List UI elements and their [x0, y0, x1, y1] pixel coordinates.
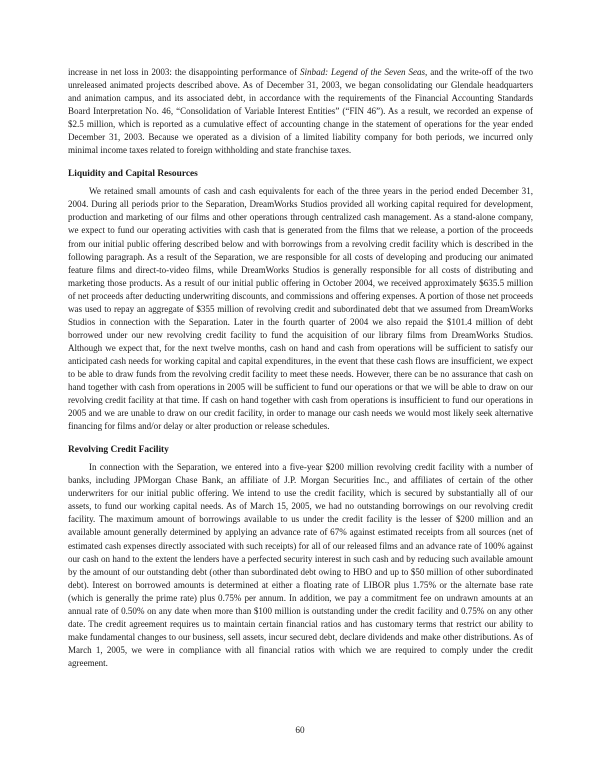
paragraph-net-loss-continuation	[68, 66, 533, 157]
section-heading-revolving-credit: Revolving Credit Facility	[68, 445, 169, 456]
film-title: Sinbad: Legend of the Seven Seas,	[300, 67, 428, 77]
document-page	[68, 66, 533, 670]
page-number: 60	[295, 725, 305, 735]
paragraph-text: increase in net loss in 2003: the disappointing performance of	[68, 67, 300, 77]
paragraph-liquidity: We retained small amounts of cash and cash equivalents for each of the three years in the period ended December 31, 2004. During all periods prior to the Separation, DreamWorks Studios provided all working capital required for development, production and marketing of our films and other operations through centralized cash management. As a stand-alone company, we expect to fund our operating activities with cash that is generated from the films that we release, a portion of the proceeds from our initial public offering described below and with borrowings from a revolving credit facility which is described in the following paragraph. As a result of the Separation, we are responsible for all costs of developing and producing our animated feature films and direct-to-video films, while DreamWorks Studios is generally responsible for all costs of distributing and marketing those products. As a result of our initial public offering in October 2004, we received approximately $635.5 million of net proceeds after deducting underwriting discounts, and commissions and offering expenses. A portion of those net proceeds was used to repay an aggregate of $355 million of revolving credit and subordinated debt that we assumed from DreamWorks Studios in connection with the Separation. Later in the fourth quarter of 2004 we also repaid the $101.4 million of debt borrowed under our new revolving credit facility to fund the acquisition of our library films from DreamWorks Studios. Although we expect that, for the next twelve months, cash on hand and cash from operations will be sufficient to satisfy our anticipated cash needs for working capital and capital expenditures, in the event that these cash flows are insufficient, we expect to be able to draw funds from the revolving credit facility to meet these needs. However, there can be no assurance that cash on hand together with cash from operations in 2005 will be sufficient to fund our operations or that we will be able to draw on our revolving credit facility at that time. If cash on hand together with cash from operations is insufficient to fund our operations in 2005 and we are unable to draw on our credit facility, in order to manage our cash needs we would most likely seek alternative financing for films and/or delay or alter production or release schedules.	[68, 186, 533, 432]
paragraph-text: and the write-off of the two unreleased animated projects described above. As of December 31, 2003, we began consolidating our Glendale headquarters and animation campus, and its associated debt, in accordance with the requirements of the Financial Accounting Standards Board Interpretation No. 46, “Consolidation of Variable Interest Entities” (“FIN 46”). As a result, we recorded an expense of $2.5 million, which is reported as a cumulative effect of accounting change in the statement of operations for the year ended December 31, 2003. Because we operated as a division of a limited liability company for both periods, we incurred only minimal income taxes related to foreign withholding and state franchise taxes.	[68, 67, 533, 156]
paragraph-revolving-credit: In connection with the Separation, we entered into a five-year $200 million revolving credit facility with a number of banks, including JPMorgan Chase Bank, an affiliate of J.P. Morgan Securities Inc., and affiliates of certain of the other underwriters for our initial public offering. We intend to use the credit facility, which is secured by substantially all of our assets, to fund our working capital needs. As of March 15, 2005, we had no outstanding borrowings on our revolving credit facility. The maximum amount of borrowings available to us under the credit facility is the lesser of $200 million and an available amount generally determined by applying an advance rate of 67% against estimated receipts from all sources (net of estimated cash expenses directly associated with such receipts) for all of our released films and an advance rate of 100% against our cash on hand to the extent the lenders have a perfected security interest in such cash and by reducing such available amount by the amount of our outstanding debt (other than subordinated debt owing to HBO and up to $50 million of other subordinated debt). Interest on borrowed amounts is determined at either a floating rate of LIBOR plus 1.75% or the alternate base rate (which is generally the prime rate) plus 0.75% per annum. In addition, we pay a commitment fee on undrawn amounts at an annual rate of 0.50% on any date when more than $100 million is outstanding under the credit facility and 0.75% on any other date. The credit agreement requires us to maintain certain financial ratios and has customary terms that restrict our ability to make fundamental changes to our business, sell assets, incur secured debt, declare dividends and make other distributions. As of March 1, 2005, we were in compliance with all financial ratios with which we are required to comply under the credit agreement.	[68, 462, 533, 668]
section-heading-liquidity: Liquidity and Capital Resources	[68, 169, 198, 180]
